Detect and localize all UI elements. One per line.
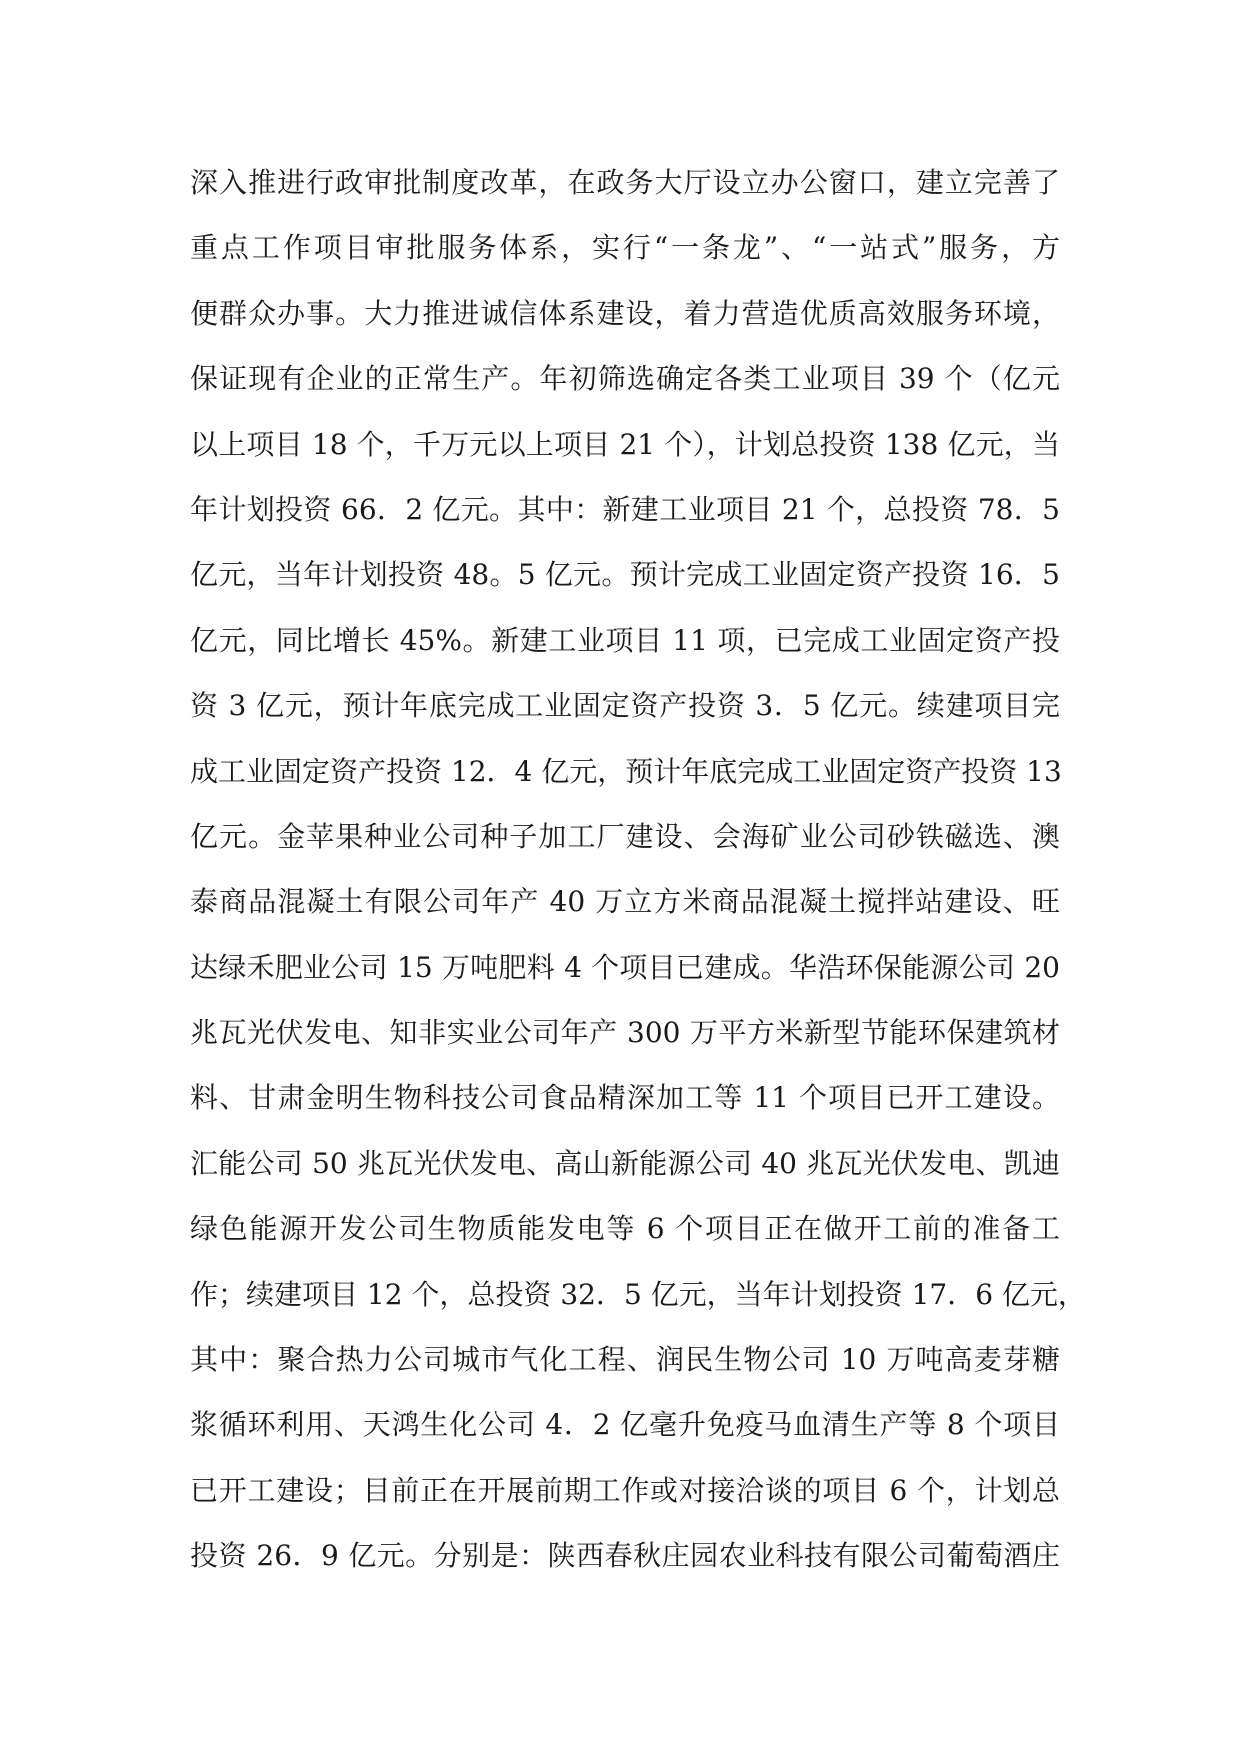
text-line: 作；续建项目 12 个，总投资 32．5 亿元，当年计划投资 17．6 亿元， (190, 1277, 1086, 1311)
text-line: 保证现有企业的正常生产。年初筛选确定各类工业项目 39 个（亿元 (190, 362, 1060, 396)
text-line: 亿元。金苹果种业公司种子加工厂建设、会海矿业公司砂铁磁选、澳 (190, 819, 1060, 853)
text-line: 便群众办事。大力推进诚信体系建设，着力营造优质高效服务环境， (190, 296, 1060, 330)
text-line: 成工业固定资产投资 12．4 亿元，预计年底完成工业固定资产投资 13 (190, 754, 1062, 788)
text-line: 料、甘肃金明生物科技公司食品精深加工等 11 个项目已开工建设。 (190, 1081, 1060, 1115)
text-line: 资 3 亿元，预计年底完成工业固定资产投资 3．5 亿元。续建项目完 (190, 689, 1060, 723)
text-line: 亿元，当年计划投资 48。5 亿元。预计完成工业固定资产投资 16．5 (190, 558, 1060, 592)
body-text (190, 150, 1086, 1589)
text-line: 达绿禾肥业公司 15 万吨肥料 4 个项目已建成。华浩环保能源公司 20 (190, 950, 1060, 984)
text-line: 深入推进行政审批制度改革，在政务大厅设立办公窗口，建立完善了 (190, 166, 1060, 199)
text-line: 绿色能源开发公司生物质能发电等 6 个项目正在做开工前的准备工 (190, 1212, 1060, 1246)
text-line: 泰商品混凝土有限公司年产 40 万立方米商品混凝土搅拌站建设、旺 (190, 885, 1060, 919)
text-line: 重点工作项目审批服务体系，实行“一条龙”、“一站式”服务，方 (190, 231, 1060, 265)
text-line: 亿元，同比增长 45%。新建工业项目 11 项，已完成工业固定资产投 (190, 623, 1060, 657)
text-line: 已开工建设；目前正在开展前期工作或对接洽谈的项目 6 个，计划总 (190, 1473, 1060, 1507)
text-line: 浆循环利用、天鸿生化公司 4．2 亿毫升免疫马血清生产等 8 个项目 (190, 1408, 1060, 1442)
text-line: 其中：聚合热力公司城市气化工程、润民生物公司 10 万吨高麦芽糖 (190, 1343, 1060, 1377)
text-line: 年计划投资 66．2 亿元。其中：新建工业项目 21 个，总投资 78．5 (190, 492, 1060, 526)
text-line: 汇能公司 50 兆瓦光伏发电、高山新能源公司 40 兆瓦光伏发电、凯迪 (190, 1146, 1060, 1180)
text-line: 投资 26．9 亿元。分别是：陕西春秋庄园农业科技有限公司葡萄酒庄 (190, 1539, 1060, 1573)
text-line: 以上项目 18 个，千万元以上项目 21 个），计划总投资 138 亿元，当 (190, 427, 1060, 461)
text-line: 兆瓦光伏发电、知非实业公司年产 300 万平方米新型节能环保建筑材 (190, 1016, 1060, 1050)
